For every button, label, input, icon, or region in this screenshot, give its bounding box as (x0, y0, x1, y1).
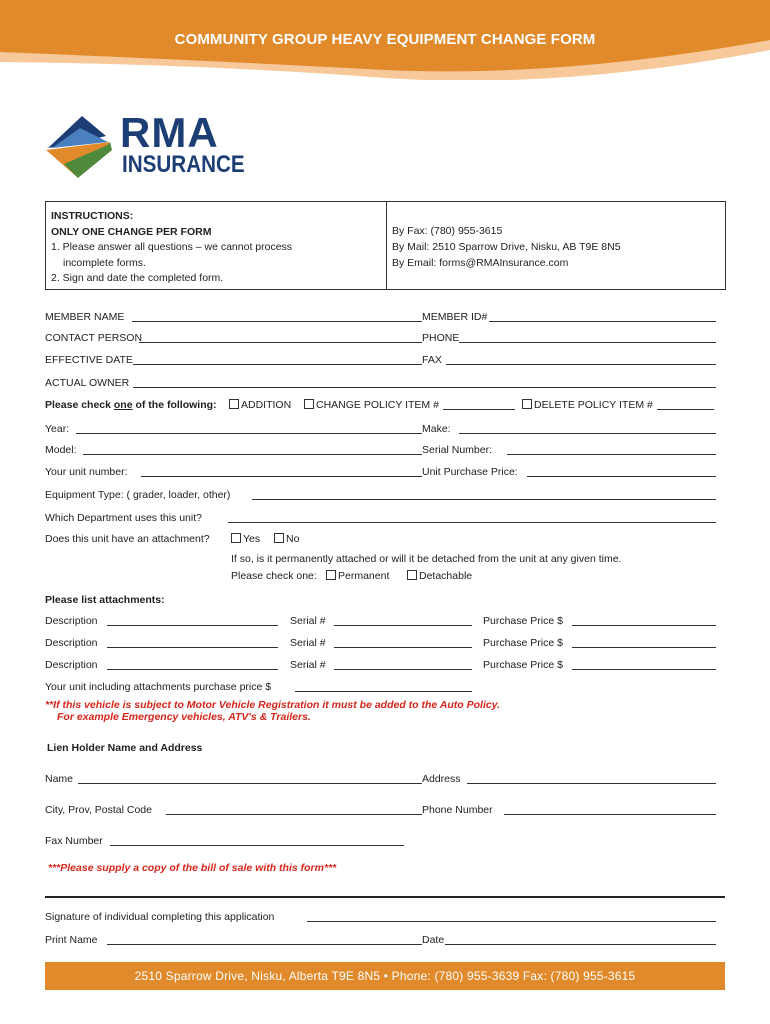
instruction-item-1-cont: incomplete forms. (63, 256, 146, 269)
effective-date-label: EFFECTIVE DATE (45, 354, 133, 366)
logo-mark-icon (44, 114, 114, 180)
change-policy-checkbox[interactable] (304, 399, 314, 409)
total-price-row (45, 681, 717, 695)
change-type-row (45, 399, 717, 415)
attachment-no-checkbox[interactable] (274, 533, 284, 543)
change-policy-option[interactable]: CHANGE POLICY ITEM # (304, 399, 439, 411)
description-label: Description (45, 637, 98, 649)
description-field-3[interactable] (107, 659, 278, 670)
unit-price-label: Unit Purchase Price: (422, 466, 518, 478)
description-label: Description (45, 659, 98, 671)
submit-by-fax: By Fax: (780) 955-3615 (392, 225, 503, 237)
signature-row (45, 911, 717, 925)
phone-field[interactable] (459, 332, 716, 343)
attachment-row (45, 533, 717, 549)
instructions-heading: INSTRUCTIONS: (51, 210, 134, 222)
purchase-price-field-1[interactable] (572, 615, 716, 626)
year-make-row (45, 423, 717, 437)
make-field[interactable] (459, 423, 716, 434)
date-label: Date (422, 934, 445, 946)
instruction-item-2: 2. Sign and date the completed form. (51, 272, 224, 284)
department-field[interactable] (228, 512, 716, 523)
contact-person-label: CONTACT PERSON (45, 332, 143, 344)
form-title: COMMUNITY GROUP HEAVY EQUIPMENT CHANGE FORM (174, 31, 596, 48)
footer-band: 2510 Sparrow Drive, Nisku, Alberta T9E 8N5 • Phone: (780) 955-3639 Fax: (780) 955-3615 (45, 962, 725, 990)
submit-by-email: By Email: forms@RMAInsurance.com (392, 257, 569, 269)
department-row (45, 512, 717, 526)
unit-price-field[interactable] (527, 466, 716, 477)
purchase-price-label: Purchase Price $ (483, 659, 563, 671)
attachment-line-2 (45, 637, 717, 651)
attachment-no-option[interactable]: No (274, 533, 299, 545)
lien-fax-label: Fax Number (45, 835, 103, 847)
signature-field[interactable] (307, 911, 716, 922)
section-divider (45, 896, 725, 898)
description-field-1[interactable] (107, 615, 278, 626)
rma-logo (44, 109, 245, 182)
permanent-option[interactable]: Permanent (326, 570, 389, 582)
instruction-item-1: 1. Please answer all questions – we cannot process (51, 241, 293, 253)
lien-name-row (45, 773, 717, 787)
date-field[interactable] (445, 934, 716, 945)
serial-field-3[interactable] (334, 659, 472, 670)
instructions-right (387, 202, 725, 289)
attachment-detail-row (231, 553, 711, 567)
purchase-price-label: Purchase Price $ (483, 615, 563, 627)
lien-city-label: City, Prov, Postal Code (45, 804, 152, 816)
print-name-field[interactable] (107, 934, 422, 945)
year-label: Year: (45, 423, 70, 435)
model-label: Model: (45, 444, 77, 456)
attachment-line-3 (45, 659, 717, 673)
check-one-prompt: Please check one of the following: (45, 399, 217, 411)
unit-row (45, 466, 717, 480)
attachment-type-row (231, 570, 531, 586)
attachment-yes-checkbox[interactable] (231, 533, 241, 543)
lien-name-field[interactable] (78, 773, 422, 784)
lien-phone-field[interactable] (504, 804, 716, 815)
auto-policy-notice-line-1: **If this vehicle is subject to Motor Vehicle Registration it must be added to the Auto Policy. (45, 699, 501, 711)
owner-row (45, 377, 717, 391)
lien-address-field[interactable] (467, 773, 716, 784)
make-label: Make: (422, 423, 451, 435)
member-id-field[interactable] (489, 311, 716, 322)
addition-option[interactable]: ADDITION (229, 399, 291, 411)
serial-number-label: Serial Number: (422, 444, 493, 456)
lien-city-field[interactable] (166, 804, 422, 815)
detachable-checkbox[interactable] (407, 570, 417, 580)
unit-number-label: Your unit number: (45, 466, 128, 478)
serial-field-2[interactable] (334, 637, 472, 648)
bill-of-sale-notice: ***Please supply a copy of the bill of sale with this form*** (48, 862, 337, 874)
list-attachments-row (45, 594, 717, 608)
purchase-price-field-3[interactable] (572, 659, 716, 670)
serial-label: Serial # (290, 615, 326, 627)
phone-label: PHONE (422, 332, 460, 344)
purchase-price-label: Purchase Price $ (483, 637, 563, 649)
addition-checkbox[interactable] (229, 399, 239, 409)
detachable-option[interactable]: Detachable (407, 570, 472, 582)
change-policy-item-field[interactable] (443, 399, 515, 410)
serial-label: Serial # (290, 659, 326, 671)
contact-row (45, 332, 717, 346)
department-label: Which Department uses this unit? (45, 512, 202, 524)
lien-phone-label: Phone Number (422, 804, 493, 816)
submit-by-mail: By Mail: 2510 Sparrow Drive, Nisku, AB T9E 8N5 (392, 241, 621, 253)
purchase-price-field-2[interactable] (572, 637, 716, 648)
print-name-label: Print Name (45, 934, 98, 946)
lien-name-label: Name (45, 773, 74, 785)
instructions-box (45, 201, 726, 290)
lien-fax-field[interactable] (110, 835, 404, 846)
check-one-label: Please check one: (231, 570, 317, 582)
equipment-type-field[interactable] (252, 489, 716, 500)
effective-row (45, 354, 717, 368)
attachment-line-1 (45, 615, 717, 629)
list-attachments-heading: Please list attachments: (45, 594, 165, 606)
auto-policy-notice-line-2: For example Emergency vehicles, ATV's & Trailers. (57, 711, 311, 723)
logo-rma-text: RMA (120, 109, 219, 156)
member-id-label: MEMBER ID# (422, 311, 488, 323)
print-name-row (45, 934, 717, 948)
delete-policy-item-field[interactable] (657, 399, 714, 410)
delete-policy-option[interactable]: DELETE POLICY ITEM # (522, 399, 653, 411)
attachment-detail-text: If so, is it permanently attached or will it be detached from the unit at any given time. (231, 553, 622, 565)
instructions-subheading: ONLY ONE CHANGE PER FORM (51, 225, 212, 238)
year-field[interactable] (76, 423, 422, 434)
member-name-label: MEMBER NAME (45, 311, 125, 323)
attachment-question: Does this unit have an attachment? (45, 533, 210, 545)
equipment-type-row (45, 489, 717, 503)
actual-owner-label: ACTUAL OWNER (45, 377, 130, 389)
member-row (45, 311, 717, 325)
delete-policy-checkbox[interactable] (522, 399, 532, 409)
header-band (0, 0, 770, 80)
contact-person-field[interactable] (139, 332, 422, 343)
description-field-2[interactable] (107, 637, 278, 648)
member-name-field[interactable] (132, 311, 422, 322)
unit-number-field[interactable] (141, 466, 422, 477)
actual-owner-field[interactable] (133, 377, 716, 388)
signature-label: Signature of individual completing this application (45, 911, 275, 923)
fax-field[interactable] (446, 354, 716, 365)
serial-number-field[interactable] (507, 444, 716, 455)
lien-fax-row (45, 835, 717, 849)
permanent-checkbox[interactable] (326, 570, 336, 580)
lien-holder-heading: Lien Holder Name and Address (47, 742, 203, 754)
equipment-type-label: Equipment Type: ( grader, loader, other) (45, 489, 231, 501)
fax-label: FAX (422, 354, 442, 366)
auto-policy-notice (45, 699, 500, 723)
total-price-label: Your unit including attachments purchase price $ (45, 681, 272, 693)
logo-insurance-text: INSURANCE (122, 151, 245, 178)
serial-label: Serial # (290, 637, 326, 649)
lien-address-label: Address (422, 773, 461, 785)
model-field[interactable] (83, 444, 422, 455)
lien-city-row (45, 804, 717, 818)
attachment-yes-option[interactable]: Yes (231, 533, 260, 545)
lien-heading-row (47, 742, 719, 756)
serial-field-1[interactable] (334, 615, 472, 626)
model-serial-row (45, 444, 717, 458)
description-label: Description (45, 615, 98, 627)
instructions-left (46, 202, 387, 289)
total-price-field[interactable] (295, 681, 472, 692)
effective-date-field[interactable] (133, 354, 422, 365)
